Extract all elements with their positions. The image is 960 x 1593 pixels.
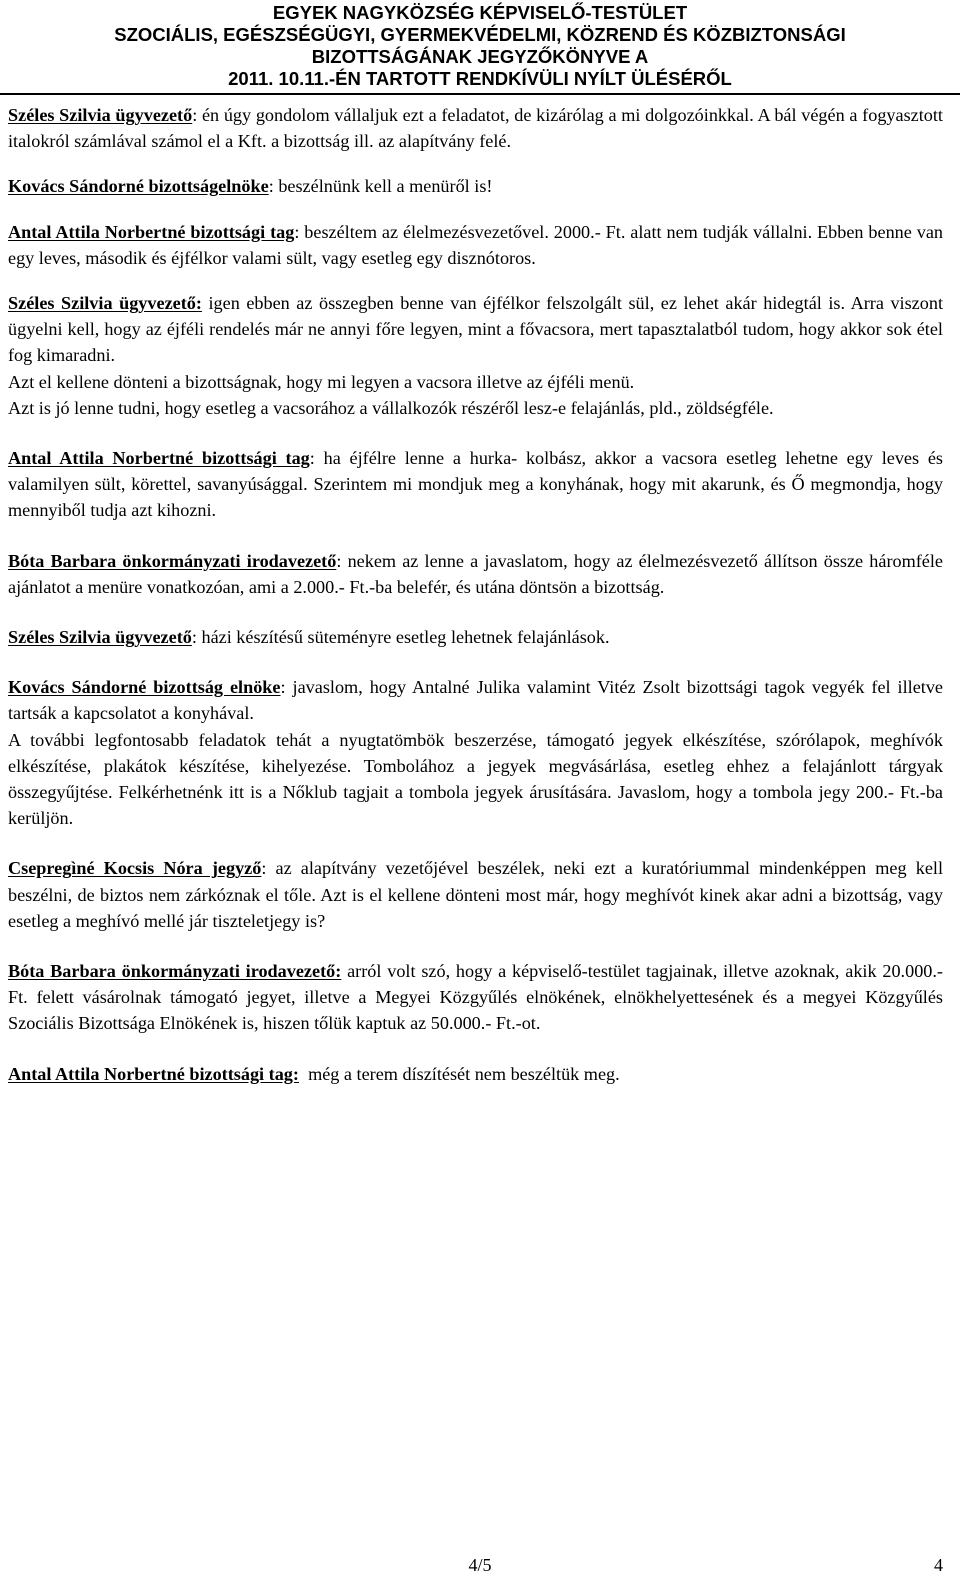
paragraph-text: még a terem díszítését nem beszéltük meg. (298, 1063, 620, 1084)
speaker-colon: : (309, 448, 315, 469)
paragraph (8, 855, 943, 934)
speaker-colon: : (280, 677, 286, 698)
paragraph (8, 727, 943, 832)
speaker-colon: : (268, 176, 274, 197)
speaker-name: Bóta Barbara önkormányzati irodavezető: (8, 961, 342, 982)
speaker-name: Kovács Sándorné bizottság elnöke (8, 677, 281, 698)
paragraph (8, 369, 943, 395)
paragraph (8, 674, 943, 726)
speaker-name: Csepregìné Kocsis Nóra jegyző (8, 858, 262, 879)
minutes-body (8, 96, 943, 1087)
paragraph (8, 173, 943, 199)
speaker-colon: : (191, 627, 197, 648)
paragraph (8, 445, 943, 524)
paragraph (8, 395, 943, 421)
paragraph-text: A további legfontosabb feladatok tehát a nyugtatömbök beszerzése, támogató jegyek elkészítése, szórólapok, meghívók elkészítése, plakátok készítése, kihelyezése. Tombolához a jegyek megvásárlása, esetleg ehhez a felajánlott tárgyak összegyűjtése. Felkérhetnénk itt is a Nőklub tagjait a tombola jegyek árusítására. Javaslom, hogy a tombola jegy 200.- Ft.-ba kerüljön. (8, 729, 943, 829)
speaker-name: Antal Attila Norbertné bizottsági tag (8, 221, 295, 242)
paragraph-text: igen ebben az összegben benne van éjfélkor felszolgált sül, ez lehet akár hidegtál is. Arra viszont ügyelni kell, hogy az éjféli rendelés már ne annyi főre legyen, mint a fővacsora, mert tapasztalatból tudom, hogy akkor sok étel fog kimaradni. (8, 293, 943, 366)
paragraph-text: az alapítvány vezetőjével beszélek, neki ezt a kuratóriummal mindenképpen meg kell beszélni, de biztos nem zárkóznak el tőle. Azt is el kellene dönteni most már, hogy meghívót kinek akar adni a bizottság, vagy esetleg a meghívó mellé jár tiszteletjegy is? (8, 858, 944, 931)
speaker-colon: : (261, 858, 267, 879)
speaker-colon: : (192, 105, 198, 125)
speaker-name: Antal Attila Norbertné bizottsági tag: (8, 1063, 299, 1084)
speaker-colon: : (336, 550, 342, 571)
speaker-name: Kovács Sándorné bizottságelnöke (8, 176, 269, 197)
speaker-name: Széles Szilvia ügyvezető (8, 105, 193, 125)
document-header (0, 2, 960, 90)
paragraph-text: arról volt szó, hogy a képviselő-testület tagjainak, illetve azoknak, akik 20.000.- Ft. felett vásárolnak támogató jegyet, illetve a Megyei Közgyűlés elnökének, elnökhelyettesének és a megyei Közgyűlés Szociális Bizottsága Elnökének is, hiszen tőlük kaptuk az 50.000.- Ft.-ot. (8, 961, 943, 1034)
header-line-1: EGYEK NAGYKÖZSÉG KÉPVISELŐ-TESTÜLET (272, 2, 688, 23)
paragraph-text: beszéltem az élelmezésvezetővel. 2000.- Ft. alatt nem tudják vállalni. Ebben benne van egy leves, második és éjfélkor valami sült, vagy esetleg egy disznótoros. (8, 221, 943, 268)
header-line-3: BIZOTTSÁGÁNAK JEGYZŐKÖNYVE A (311, 46, 649, 67)
speaker-name: Bóta Barbara önkormányzati irodavezető (8, 550, 337, 571)
page-number-right: 4 (934, 1555, 943, 1575)
paragraph (8, 958, 943, 1037)
page-number-center: 4/5 (468, 1555, 492, 1575)
header-line-2: SZOCIÁLIS, EGÉSZSÉGÜGYI, GYERMEKVÉDELMI, KÖZREND ÉS KÖZBIZTONSÁGI (114, 24, 846, 45)
paragraph (8, 1061, 943, 1087)
paragraph-text: javaslom, hogy Antalné Julika valamint Vitéz Zsolt bizottsági tagok vegyék fel illetve tartsák a kapcsolatot a konyhával. (8, 677, 943, 724)
paragraph (8, 219, 943, 271)
header-line-4: 2011. 10.11.-ÉN TARTOTT RENDKÍVÜLI NYÍLT ÜLÉSÉRŐL (228, 68, 732, 89)
speaker-name: Széles Szilvia ügyvezető (8, 627, 192, 648)
speaker-colon: : (294, 221, 300, 242)
header-divider (0, 93, 960, 95)
paragraph-text: nekem az lenne a javaslatom, hogy az élelmezésvezető állítson össze háromféle ajánlatot a menüre vonatkozóan, ami a 2.000.- Ft.-ba belefér, és utána döntsön a bizottság. (8, 550, 943, 597)
paragraph-text: Azt el kellene dönteni a bizottságnak, hogy mi legyen a vacsora illetve az éjféli menü. (8, 371, 635, 392)
paragraph-text: én úgy gondolom vállaljuk ezt a feladatot, de kizárólag a mi dolgozóinkkal. A bál végén a fogyasztott italokról számlával számol el a Kft. a bizottság ill. az alapítvány felé. (8, 105, 943, 152)
page-footer (0, 1555, 960, 1581)
paragraph (8, 548, 943, 600)
paragraph (8, 102, 943, 154)
paragraph (8, 290, 943, 369)
paragraph (8, 624, 943, 650)
paragraph-text: beszélnünk kell a menüről is! (273, 176, 493, 197)
speaker-name: Széles Szilvia ügyvezető: (8, 293, 202, 314)
paragraph-text: Azt is jó lenne tudni, hogy esetleg a vacsorához a vállalkozók részéről lesz-e felajánlás, pld., zöldségféle. (8, 397, 774, 418)
paragraph-text: házi készítésű süteményre esetleg lehetnek felajánlások. (196, 627, 610, 648)
paragraph-text: ha éjfélre lenne a hurka- kolbász, akkor a vacsora esetleg lehetne egy leves és valamilyen sült, körettel, savanyúsággal. Szerintem mi mondjuk meg a konyhának, hogy mit akarunk, és Ő megmondja, hogy mennyiből tudja azt kihozni. (8, 448, 943, 521)
speaker-name: Antal Attila Norbertné bizottsági tag (8, 448, 310, 469)
